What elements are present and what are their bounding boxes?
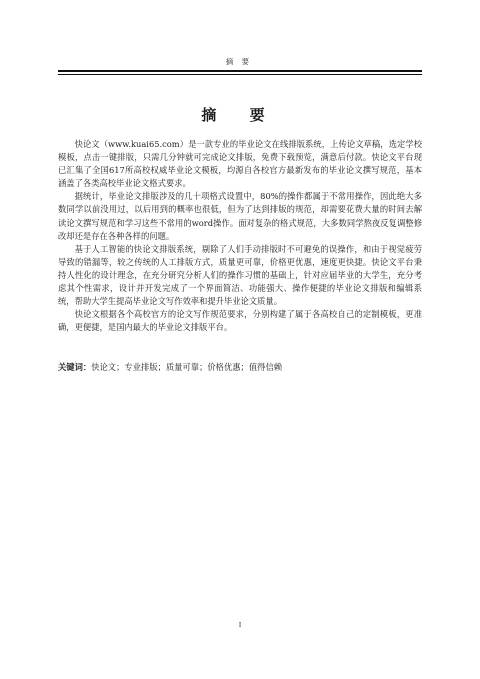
running-header: 摘 要 <box>225 57 253 66</box>
header-rule-thick <box>58 70 422 72</box>
paragraph-3: 基于人工智能的快论文排版系统，剔除了人们手动排版时不可避免的误操作，和由于视觉疲劳导致的错漏等，较之传统的人工排版方式，质量更可靠，价格更优惠，速度更快捷。快论文平台秉持人性化的设计理念，在充分研究分析人们的操作习惯的基础上，针对应届毕业的大学生，充分考虑其个性需求，设计并开发完成了一个界面简洁、功能强大、操作便捷的毕业论文排版和编辑系统，帮助大学生提高毕业论文写作效率和提升毕业论文质量。 <box>58 243 422 307</box>
paragraph-2: 据统计，毕业论文排版涉及的几十项格式设置中，80%的操作都属于不常用操作，因此绝大多数同学以前没用过，以后用到的概率也很低，但为了达到排版的规范，却需要花费大量的时间去解读论文撰写规范和学习这些不常用的word操作。面对复杂的格式规范，大多数同学熬夜反复调整修改却还是存在各种各样的问题。 <box>58 191 422 241</box>
page-number: I <box>238 621 242 629</box>
abstract-title: 摘 要 <box>201 106 279 124</box>
paragraph-4: 快论文根据各个高校官方的论文写作规范要求，分别构建了属于各高校自己的定制模板，更准确，更便捷，是国内最大的毕业论文排版平台。 <box>58 309 422 333</box>
header-rule-thin <box>58 74 422 75</box>
keywords-line <box>58 361 422 374</box>
paragraph-1: 快论文（www.kuai65.com）是一款专业的毕业论文在线排版系统，上传论文草稿，选定学校模板，点击一键排版，只需几分钟就可完成论文排版，免费下载预览，满意后付款。快论文平台现已汇集了全国617所高校权威毕业论文模板，均源自各校官方最新发布的毕业论文撰写规范，基本涵盖了各类高校毕业论文格式要求。 <box>58 139 422 189</box>
keywords-label: 关键词： <box>58 362 92 372</box>
abstract-body <box>58 138 422 334</box>
keywords-text: 快论文；专业排版；质量可靠；价格优惠；值得信赖 <box>91 362 283 372</box>
